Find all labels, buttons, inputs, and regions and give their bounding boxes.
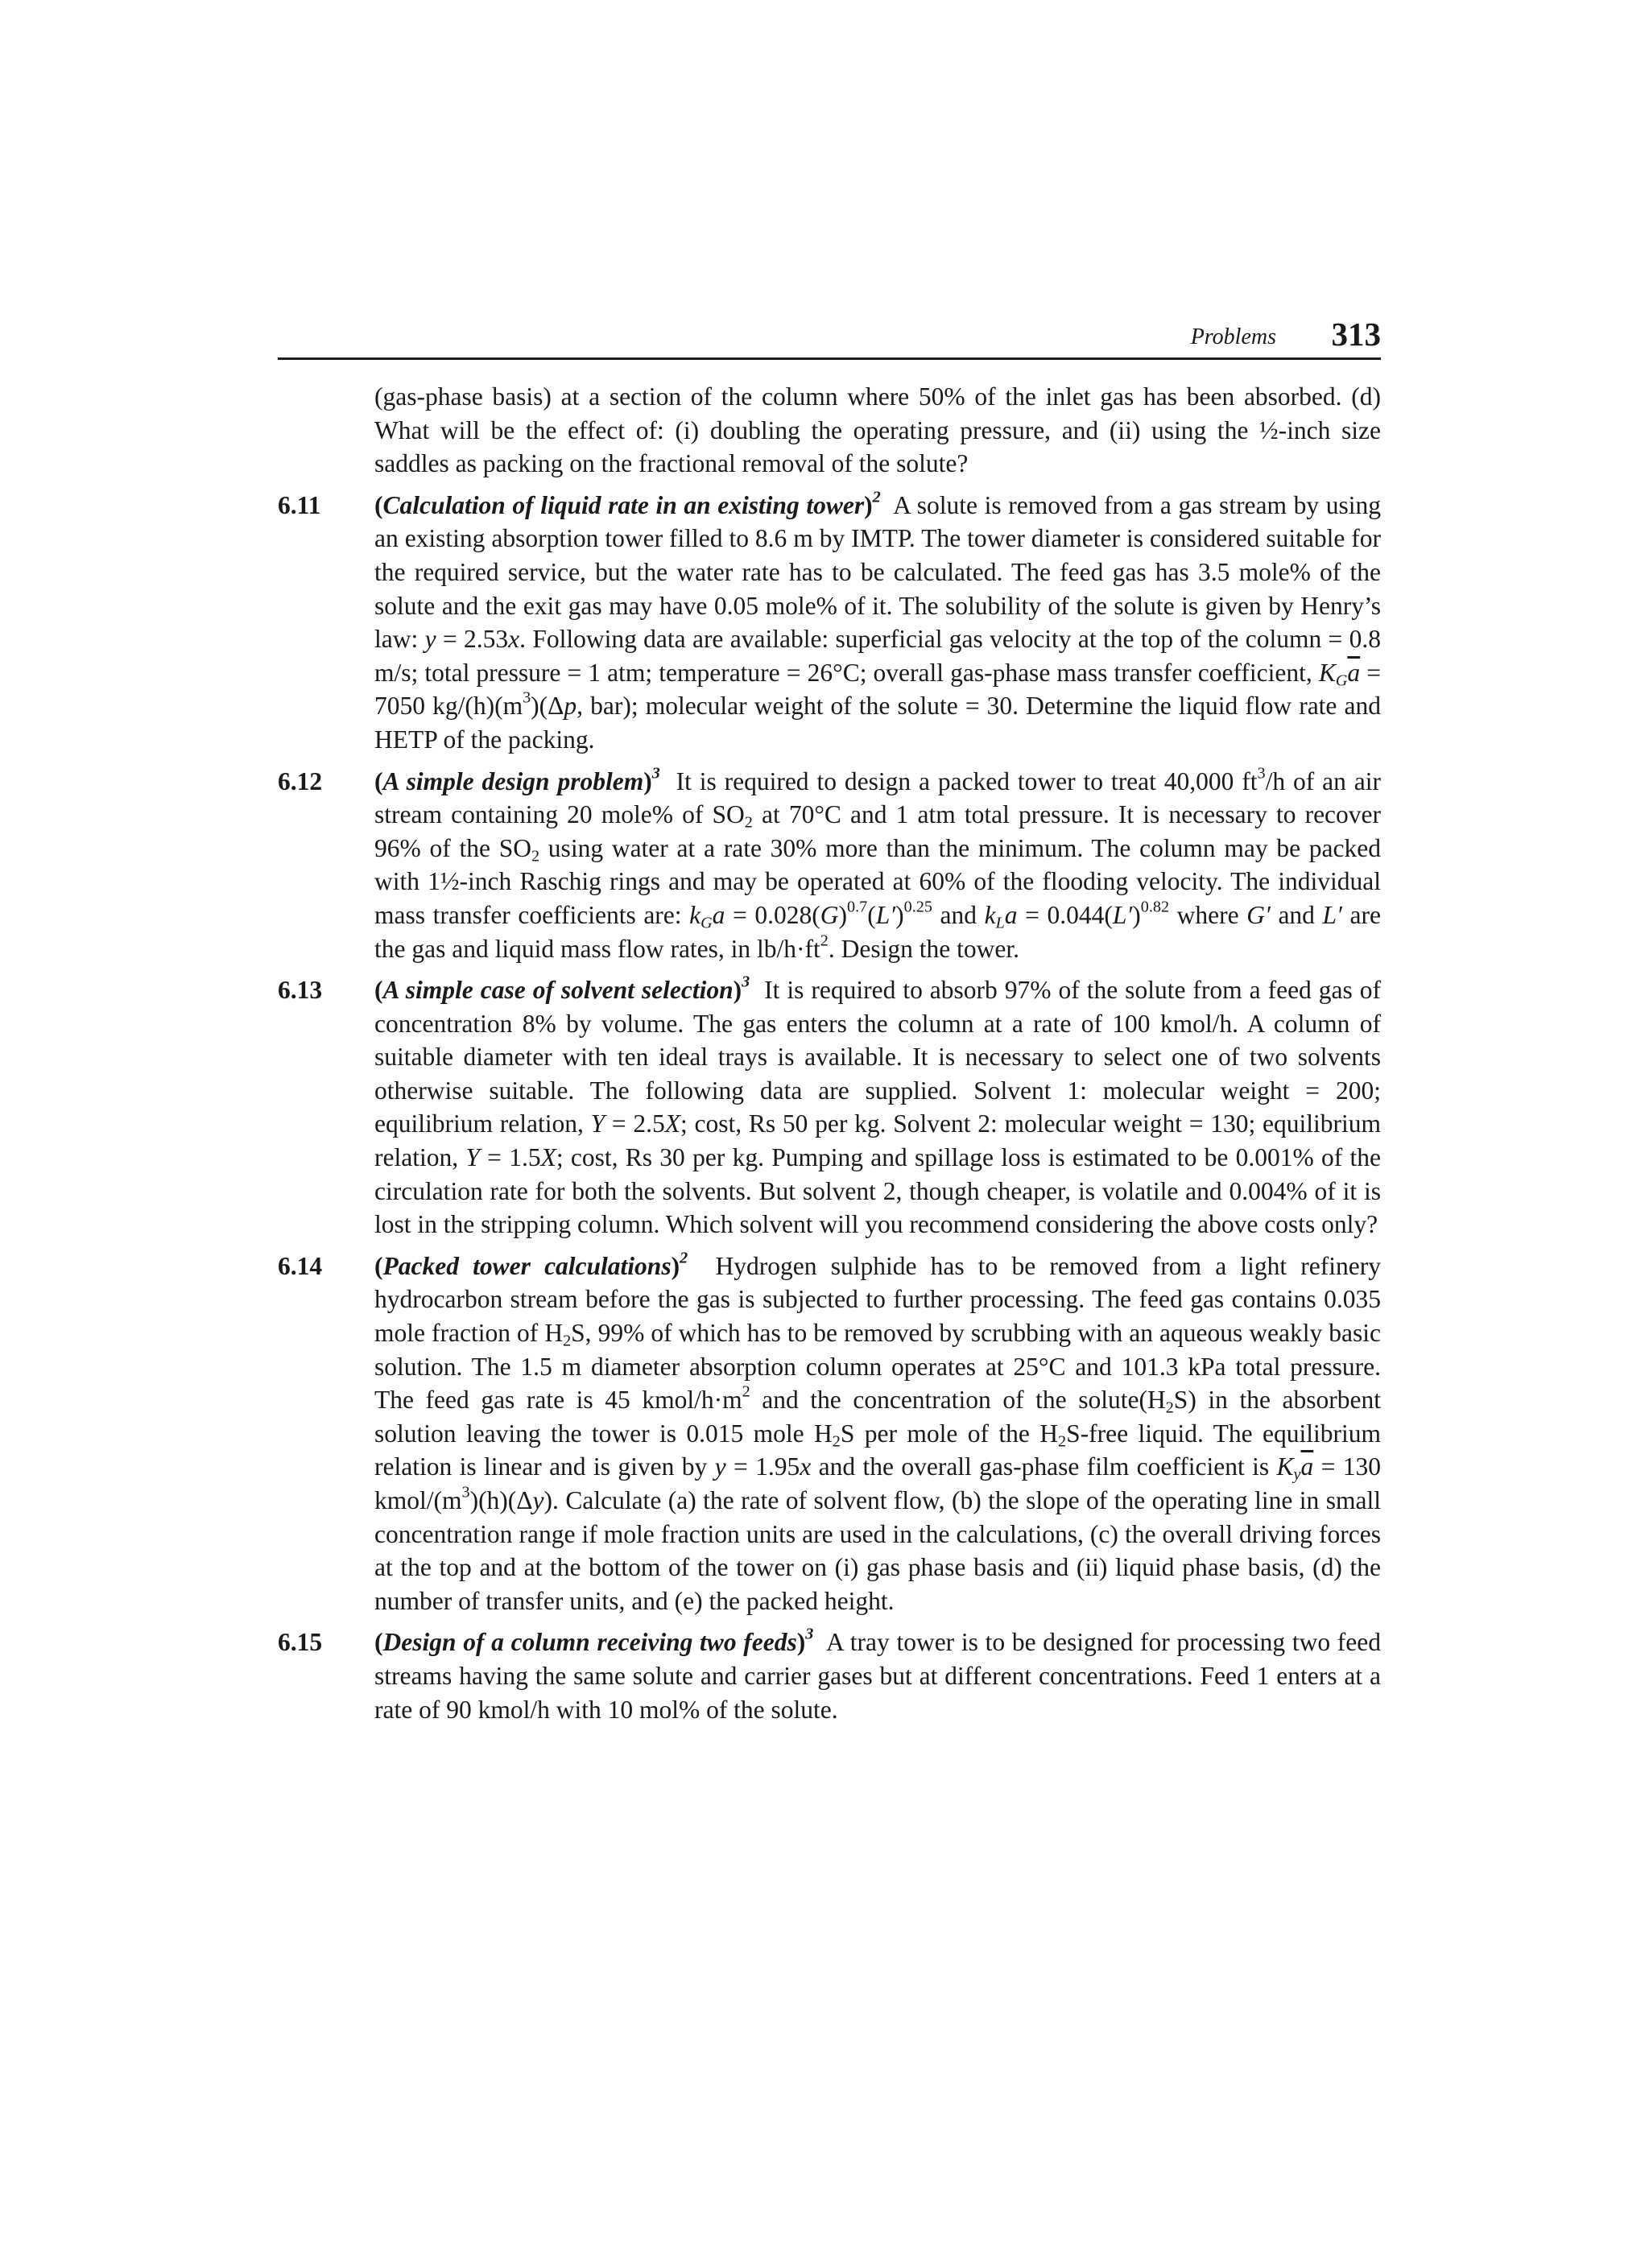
math-subscript: 2: [563, 1332, 572, 1350]
math-subscript: y: [1293, 1466, 1301, 1485]
problem-title-text: A simple case of solvent selection: [382, 976, 734, 1005]
problem-text: and: [932, 900, 985, 929]
problem-number: 6.14: [278, 1251, 323, 1280]
problem-text: = 0.044(: [1017, 900, 1113, 929]
problem-number: 6.11: [278, 490, 321, 519]
math-superscript: 0.25: [903, 898, 932, 916]
problem-title: (A simple design problem)$^3$: [374, 764, 660, 795]
problem-text: A solute is removed from a gas stream by using an existing absorption tower filled to 8.6 m by IMTP. The tower diameter is considered suitable for the required service, but the water rate has to be calculated. The feed gas has 3.5 mole% of the solute and the exit gas may have 0.05 mole% of it. The solubility of the solute is given by Henry’s law:: [374, 490, 1381, 654]
math-var: x: [800, 1452, 812, 1481]
problem-text: )(Δ: [531, 692, 564, 721]
running-title: Problems: [1190, 324, 1276, 349]
problem-6-12: [278, 765, 1381, 966]
problem-title: (Packed tower calculations)$^2$: [374, 1249, 688, 1280]
math-superscript: 0.7: [847, 898, 868, 916]
math-var: x: [508, 625, 520, 654]
math-var: y: [424, 625, 436, 654]
math-subscript: 2: [531, 847, 540, 865]
math-subscript: 2: [832, 1432, 841, 1451]
math-var: y: [714, 1452, 726, 1481]
problem-text: ): [895, 900, 904, 929]
math-subscript: L: [995, 914, 1005, 932]
math-var: K: [1318, 658, 1336, 687]
problem-text: S) in the absorbent solution leaving the tower is 0.015 mole H: [374, 1386, 1381, 1448]
page-number: 313: [1331, 316, 1381, 353]
difficulty-level: 3: [651, 764, 660, 783]
problem-number: 6.13: [278, 976, 323, 1005]
continuation-text: (gas-phase basis) at a section of the column where 50% of the inlet gas has been absorbed. (d) What will be the effect of: (i) doubling the operating pressure, and (ii) using the ½-inch size saddles as packing on the fractional removal of the solute?: [374, 382, 1381, 478]
problem-text: S per mole of the H: [840, 1419, 1059, 1448]
math-superscript: 3: [461, 1483, 470, 1502]
math-var: L′: [875, 900, 896, 929]
problem-number: 6.12: [278, 766, 323, 795]
problem-text: . Following data are available: superficial gas velocity at the top of the column = 0.8 m/s; total pressure = 1 atm; temperature = 26°C; overall gas-phase mass transfer coefficient,: [374, 625, 1382, 687]
difficulty-level: 2: [680, 1249, 688, 1267]
problem-text: ): [1132, 900, 1141, 929]
math-var: K: [1276, 1452, 1294, 1481]
math-text: = 2.5: [605, 1109, 665, 1138]
problem-text: at 70°C and 1 atm total pressure. It is necessary to recover 96% of the SO: [374, 800, 1382, 862]
problem-text: A tray tower is to be designed for processing two feed streams having the same solute and carrier gases but at different concentrations. Feed 1 enters at a rate of 90 kmol/h with 10 mol% of the solute.: [374, 1628, 1382, 1724]
problem-text: ). Calculate (a) the rate of solvent flow, (b) the slope of the operating line in small concentration range if mole fraction units are used in the calculations, (c) the overall driving forces at the top and at the bottom of the tower on (i) gas phase basis and (ii) liquid phase basis, (d) the number of transfer units, and (e) the packed height.: [374, 1486, 1381, 1615]
math-subscript: G: [701, 914, 713, 932]
math-var: p: [564, 692, 577, 721]
math-var: X: [540, 1143, 556, 1172]
math-var: Y: [590, 1109, 605, 1138]
problem-text: It is required to absorb 97% of the solute from a feed gas of concentration 8% by volume. The gas enters the column at a rate of 100 kmol/h. A column of suitable diameter with ten ideal trays is available. It is necessary to select one of two solvents otherwise suitable. The following data are supplied. Solvent 1: molecular weight = 200; equilibrium relation,: [374, 976, 1381, 1138]
problem-text: are the gas and liquid mass flow rates, in lb/h·ft: [374, 900, 1381, 963]
math-var: G′: [1246, 900, 1271, 929]
problem-text: . Design the tower.: [828, 934, 1019, 963]
math-var: G: [820, 900, 839, 929]
problem-text: /h of an air stream containing 20 mole% of SO: [374, 766, 1381, 829]
problem-title-text: Calculation of liquid rate in an existing tower: [382, 490, 865, 519]
problem-text: where: [1169, 900, 1247, 929]
problem-title-text: Design of a column receiving two feeds: [382, 1628, 797, 1657]
math-subscript: 2: [1058, 1432, 1067, 1451]
math-var: L′: [1322, 900, 1342, 929]
header-rule: [278, 357, 1381, 360]
problem-title: (Calculation of liquid rate in an existing tower)$^2$: [374, 488, 881, 519]
problem-6-15: [278, 1626, 1381, 1726]
problems-text: [278, 380, 1381, 1734]
math-var: $\overline{a}$: [1347, 658, 1361, 687]
math-superscript: 3: [523, 688, 531, 707]
problem-text: and: [1270, 900, 1323, 929]
difficulty-level: 2: [872, 488, 881, 506]
problem-text: = 0.028(: [725, 900, 820, 929]
problem-text: Hydrogen sulphide has to be removed from a light refinery hydrocarbon stream before the gas is subjected to further processing. The feed gas contains 0.035 mole fraction of H: [374, 1251, 1381, 1348]
problem-text: ): [838, 900, 847, 929]
problem-6-13: [278, 973, 1381, 1241]
math-superscript: 2: [742, 1382, 750, 1401]
math-superscript: 2: [820, 932, 829, 949]
problem-6-11: [278, 489, 1381, 757]
difficulty-level: 3: [742, 973, 750, 991]
math-var: y: [532, 1486, 544, 1514]
problem-title: (A simple case of solvent selection)$^3$: [374, 973, 750, 1005]
math-var: $\overline{a}$: [1300, 1452, 1314, 1481]
math-var: k: [689, 900, 701, 929]
problem-text: = 130 kmol/(m: [374, 1452, 1382, 1514]
math-var: k: [984, 900, 996, 929]
problem-text: )(h)(Δ: [469, 1486, 533, 1514]
problem-title-text: A simple design problem: [382, 766, 644, 795]
problem-text: S, 99% of which has to be removed by scrubbing with an aqueous weakly basic solution. The 1.5 m diameter absorption column operates at 25°C and 101.3 kPa total pressure. The feed gas rate is 45 kmol/h·m: [374, 1319, 1382, 1415]
difficulty-level: 3: [805, 1625, 814, 1643]
math-subscript: 2: [744, 813, 753, 832]
problem-title: (Design of a column receiving two feeds)$^3$: [374, 1625, 814, 1657]
problem-text: (: [867, 900, 876, 929]
problem-text: and the overall gas-phase film coefficient is: [811, 1452, 1277, 1481]
problem-text: S-free liquid. The equilibrium relation is linear and is given by: [374, 1419, 1381, 1481]
math-superscript: 3: [1257, 764, 1266, 783]
problem-text: ; cost, Rs 50 per kg. Solvent 2: molecular weight = 130; equilibrium relation,: [374, 1109, 1382, 1172]
problem-text: It is required to design a packed tower to treat 40,000 ft: [676, 766, 1258, 795]
math-superscript: 0.82: [1140, 898, 1170, 916]
math-subscript: 2: [1165, 1398, 1174, 1417]
running-head: [278, 310, 1381, 358]
math-subscript: G: [1335, 671, 1348, 690]
math-text: = 1.5: [479, 1143, 541, 1172]
problem-text: using water at a rate 30% more than the minimum. The column may be packed with 1½-inch Raschig rings and may be operated at 60% of the flooding velocity. The individual mass transfer coefficients are:: [374, 833, 1381, 929]
math-var: a: [712, 900, 725, 929]
continuation-paragraph: [374, 380, 1381, 481]
problem-number: 6.15: [278, 1628, 323, 1657]
math-var: L′: [1112, 900, 1133, 929]
math-text: = 1.95: [725, 1452, 800, 1481]
problem-text: ; cost, Rs 30 per kg. Pumping and spillage loss is estimated to be 0.001% of the circulation rate for both the solvents. But solvent 2, though cheaper, is volatile and 0.004% of it is lost in the stripping column. Which solvent will you recommend considering the above costs only?: [374, 1143, 1381, 1239]
math-var: Y: [465, 1143, 480, 1172]
problem-text: , bar); molecular weight of the solute = 30. Determine the liquid flow rate and HETP of the packing.: [374, 692, 1381, 754]
problem-text: and the concentration of the solute(H: [750, 1386, 1166, 1415]
problem-title-text: Packed tower calculations: [382, 1251, 672, 1280]
math-var: X: [664, 1109, 681, 1138]
math-var: a: [1004, 900, 1018, 929]
math-text: = 2.53: [436, 625, 509, 654]
problem-text: = 7050 kg/(h)(m: [374, 658, 1381, 721]
problem-6-14: [278, 1250, 1381, 1618]
